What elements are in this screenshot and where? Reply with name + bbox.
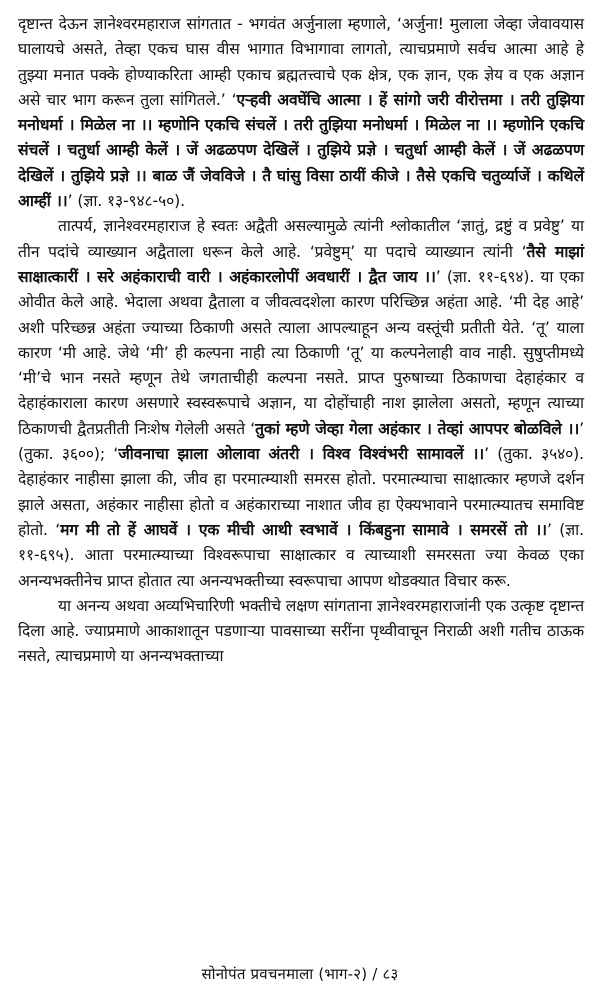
paragraph-3: या अनन्य अथवा अव्यभिचारिणी भक्तीचे लक्षण सांगताना ज्ञानेश्वरमहाराजांनी एक उत्कृष्ट दृष्टान्त दिला आहे. ज्याप्रमाणे आकाशातून पडणाऱ्या पावसाच्या सरींना पृथ्वीवाचून निराळी अशी गतीच ठाऊक नसते, त्याचप्रमाणे या अनन्यभक्ताच्या xyxy=(18,596,584,666)
verse-quote: तुकां म्हणे जेव्हा गेला अहंकार । तेव्हां आपपर बोळविले ।। xyxy=(255,419,580,438)
verse-quote: जीवनाचा झाला ओलावा अंतरी । विश्व विश्वंभरी सामावलें ।। xyxy=(118,445,485,464)
verse-quote: मग मी तो हें आघवें । एक मीची आथी स्वभावें । किंबहुना सामावे । समरसें तो ।। xyxy=(60,520,547,539)
paragraph-2: तात्पर्य, ज्ञानेश्वरमहाराज हे स्वतः अद्वैती असल्यामुळे त्यांनी श्लोकातील ‘ज्ञातुं, द्रष्टुं व प्रवेष्टु’ या तीन पदांचे व्याख्यान अद्वैताला धरून केले आहे. ‘प्रवेष्टुम्’ या पदाचे व्याख्यान त्यांनी ‘तैसे माझां साक्षात्कारीं । सरे अहंकाराची वारी । अहंकारलोपीं अवधारीं । द्वैत जाय ।।’ (ज्ञा. ११-६९४). या एका ओवीत केले आहे. भेदाला अथवा द्वैताला व जीवत्वदशेला कारण परिच्छिन्न अहंता आहे. ‘मी देह आहे’ अशी परिच्छन्न अहंता ज्याच्या ठिकाणी असते त्याला आपल्याहून अन्य वस्तूंची प्रतीती येते. ‘तू’ याला कारण ‘मी आहे. जेथे ‘मी’ ही कल्पना नाही त्या ठिकाणी ‘तू’ या कल्पनेलाही वाव नाही. सुषुप्तीमध्ये ‘मी’चे भान नसते म्हणून तेथे जगताचीही कल्पना नसते. प्राप्त पुरुषाच्या ठिकाणचा देहाहंकार व देहाहंकाराला कारण असणारे स्वस्वरूपाचे अज्ञान, या दोहोंचाही नाश झालेला असतो, म्हणून त्याच्या ठिकाणची द्वैतप्रतीती निःशेष गेलेली असते ‘तुकां म्हणे जेव्हा गेला अहंकार । तेव्हां आपपर बोळविले ।।’ (तुका. ३६००); ‘जीवनाचा झाला ओलावा अंतरी । विश्व विश्वंभरी सामावलें ।।’ (तुका. ३५४०). देहाहंकार नाहीसा झाला की, जीव हा परमात्म्याशी समरस होतो. परमात्म्याचा साक्षात्कार म्हणजे दर्शन झाले असता, अहंकार नाहीसा होतो व अहंकाराच्या नाशात जीव हा ऐक्यभावाने परमात्म्यातच समाविष्ट होतो. ‘मग मी तो हें आघवें । एक मीची आथी स्वभावें । किंबहुना सामावे । समरसें तो ।।’ (ज्ञा. ११-६९५). आता परमात्म्याच्या विश्वरूपाचा साक्षात्कार व त्याच्याशी समरसता ज्या केवळ एका अनन्यभक्तीनेच प्राप्त होतात त्या अनन्यभक्तीच्या स्वरूपाचा आपण थोडक्यात विचार करू. xyxy=(18,217,584,590)
verse-quote: तैसे माझां साक्षात्कारीं । सरे अहंकाराची वारी । अहंकारलोपीं अवधारीं । द्वैत जाय ।। xyxy=(18,242,584,286)
verse-quote: एऱ्हवी अवघेंचि आत्मा । हें सांगो जरी वीरोत्तमा । तरी तुझिया मनोधर्मा । मिळेल ना ।। म्हणोनि एकचि संचलें । तरी तुझिया मनोधर्मा । मिळेल ना ।। म्हणोनि एकचि संचलें । चतुर्धा आम्ही केलें । जें अढळपण देखिलें । तुझिये प्रज्ञे । चतुर्धा आम्ही केलें । जें अढळपण देखिलें । तुझिये प्रज्ञे ।। बाळ जैं जेवविजे । तै घांसु विसा ठायीं कीजे । तैसे एकचि चतुर्व्याजें । कथिलें आम्हीं ।। xyxy=(18,90,585,211)
page-body xyxy=(18,12,584,670)
page-footer: सोनोपंत प्रवचनमाला (भाग-२) / ८३ xyxy=(201,965,399,983)
paragraph-1: दृष्टान्त देऊन ज्ञानेश्वरमहाराज सांगतात - भगवंत अर्जुनाला म्हणाले, ‘अर्जुना! मुलाला जेव्हा जेवावयास घालायचे असते, तेव्हा एकच घास वीस भागात विभागावा लागतो, त्याचप्रमाणे सर्वच आत्मा आहे हे तुझ्या मनात पक्के होण्याकरिता आम्ही एकाच ब्रह्मतत्त्वाचे एक क्षेत्र, एक ज्ञान, एक ज्ञेय व एक अज्ञान असे चार भाग करून तुला सांगितले.’ ‘एऱ्हवी अवघेंचि आत्मा । हें सांगो जरी वीरोत्तमा । तरी तुझिया मनोधर्मा । मिळेल ना ।। म्हणोनि एकचि संचलें । तरी तुझिया मनोधर्मा । मिळेल ना ।। म्हणोनि एकचि संचलें । चतुर्धा आम्ही केलें । जें अढळपण देखिलें । तुझिये प्रज्ञे । चतुर्धा आम्ही केलें । जें अढळपण देखिलें । तुझिये प्रज्ञे ।। बाळ जैं जेवविजे । तै घांसु विसा ठायीं कीजे । तैसे एकचि चतुर्व्याजें । कथिलें आम्हीं ।।’ (ज्ञा. १३-९४८-५०). xyxy=(18,15,585,211)
